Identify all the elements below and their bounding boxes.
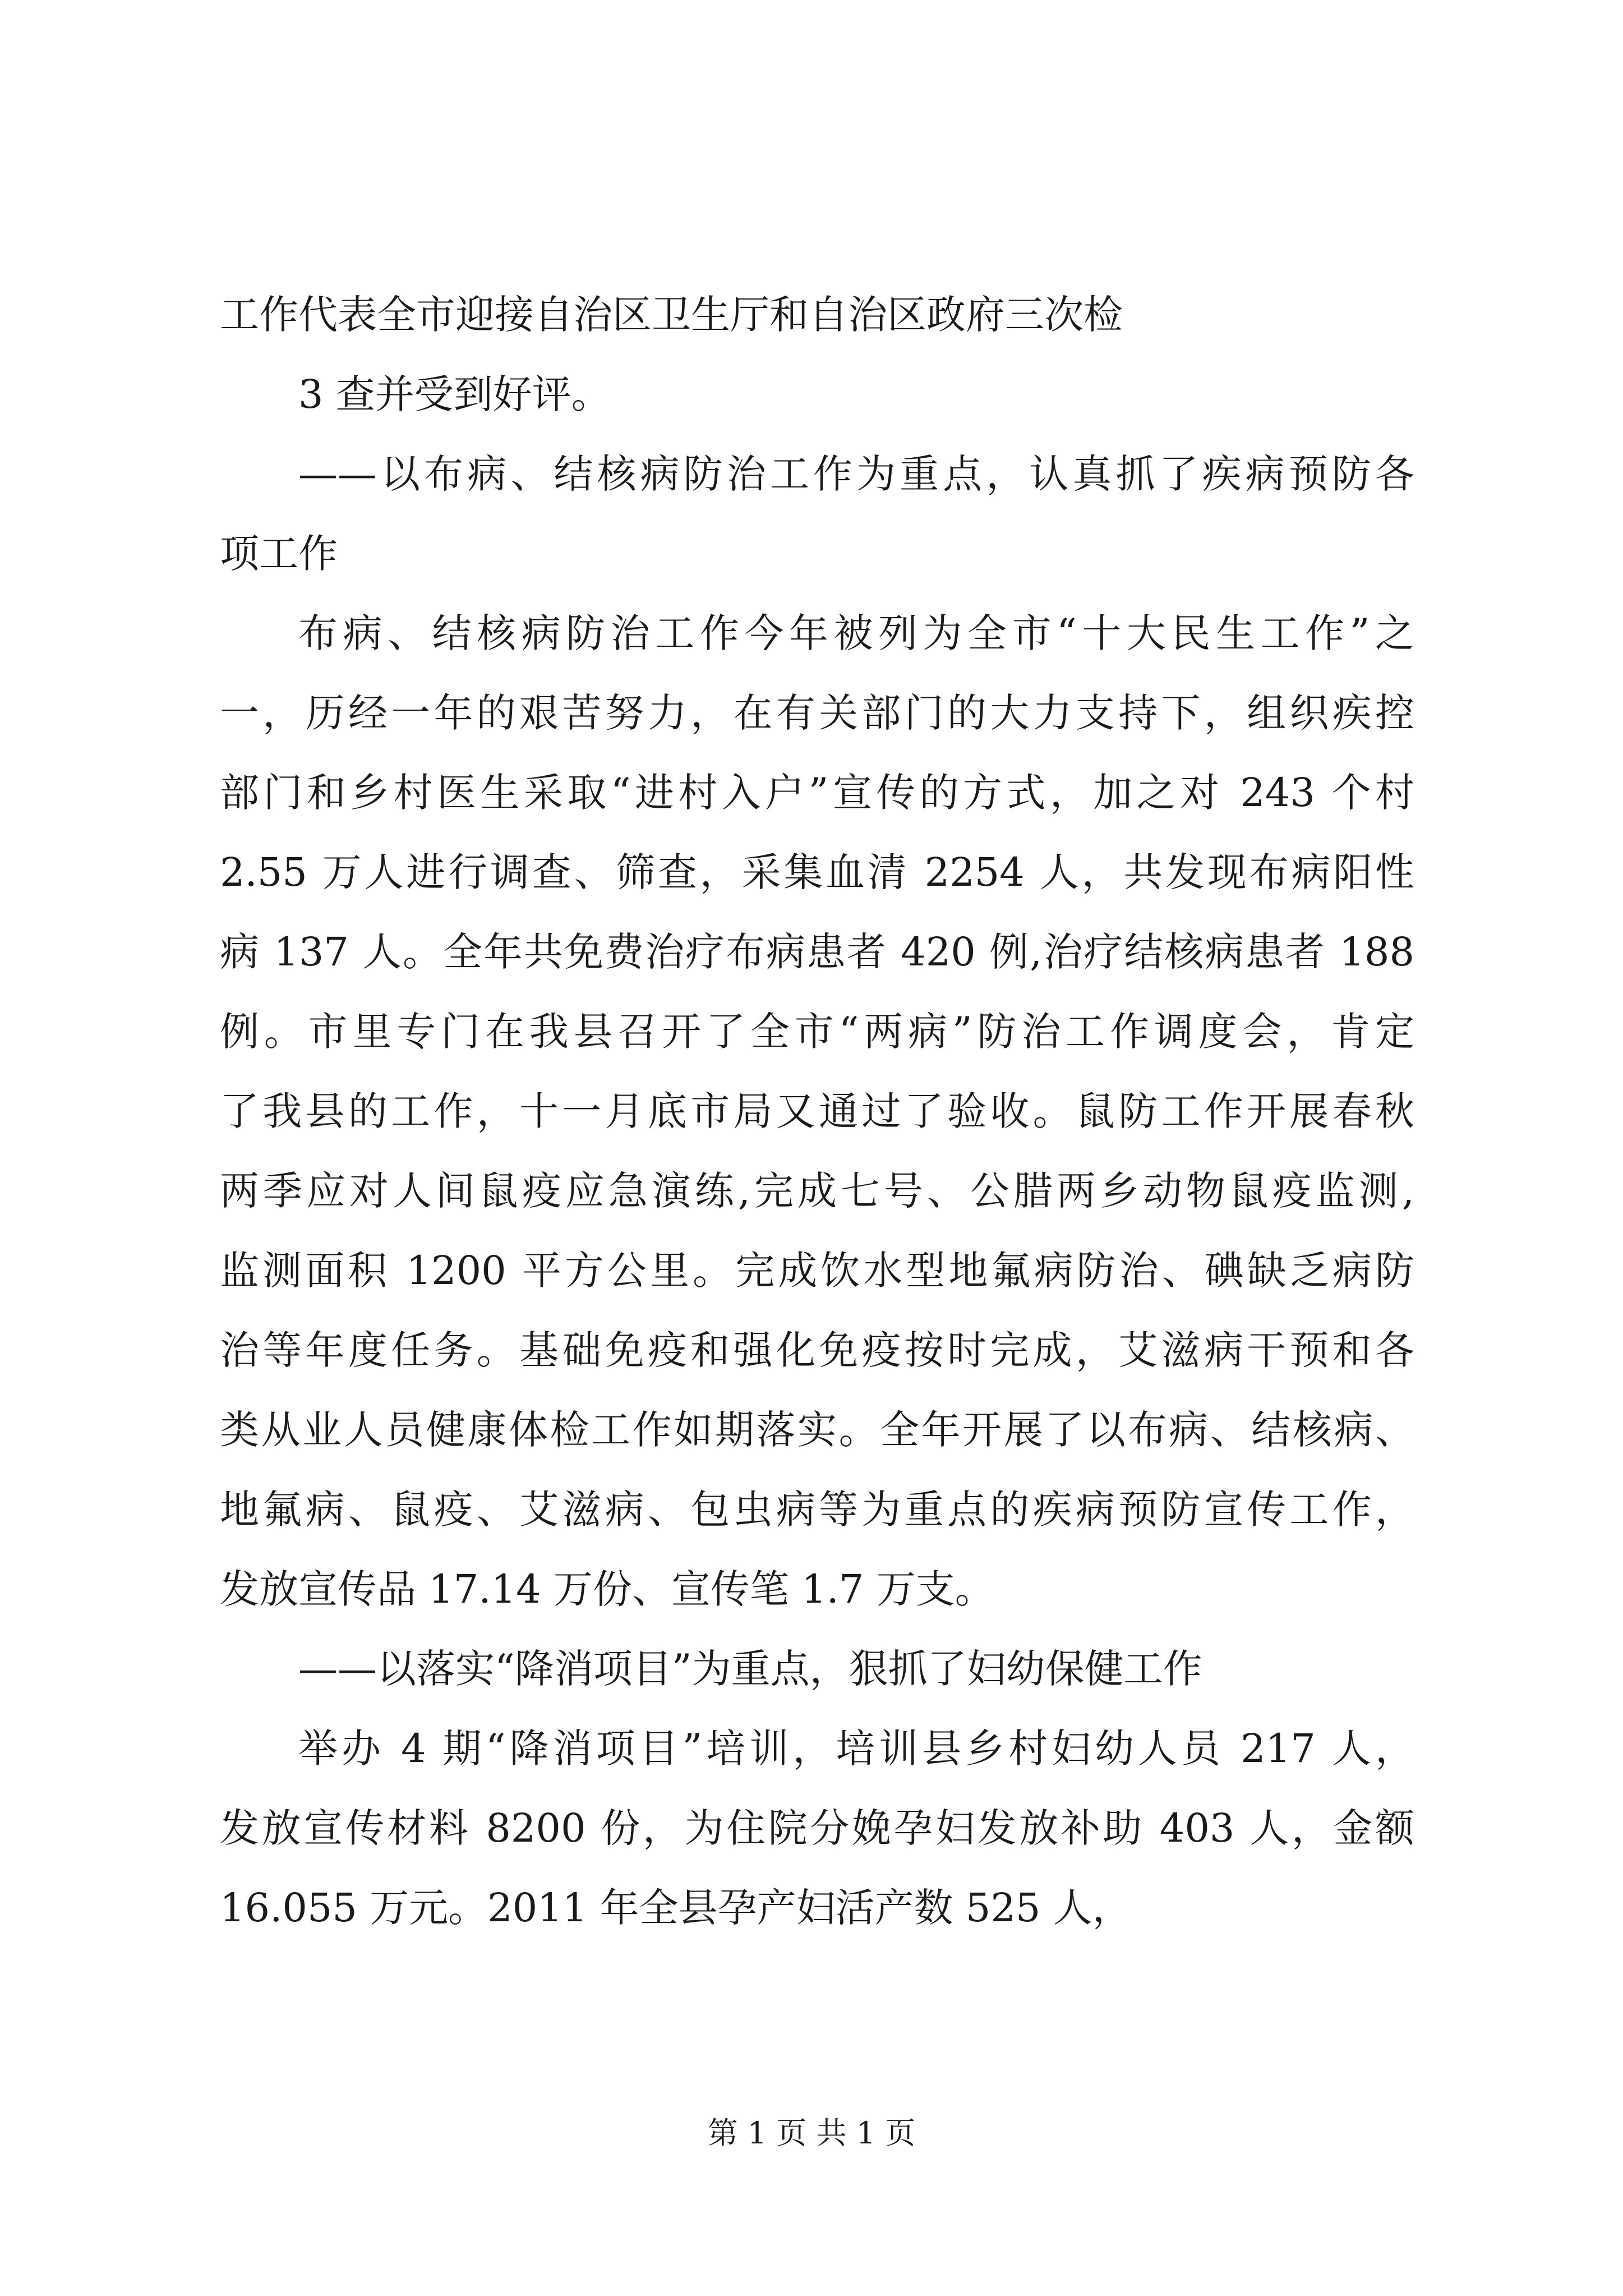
paragraph-line: 一，历经一年的艰苦努力，在有关部门的大力支持下，组织疾控 (220, 690, 1414, 736)
paragraph-line: 布病、结核病防治工作今年被列为全市“十大民生工作”之 (298, 610, 1414, 656)
paragraph-line: 16.055 万元。2011 年全县孕产妇活产数 525 人， (220, 1885, 1132, 1931)
paragraph-line: 了我县的工作，十一月底市局又通过了验收。鼠防工作开展春秋 (220, 1088, 1414, 1134)
paragraph-line: 病 137 人。全年共免费治疗布病患者 420 例,治疗结核病患者 188 (220, 929, 1414, 975)
paragraph-line: 发放宣传品 17.14 万份、宣传笔 1.7 万支。 (220, 1566, 994, 1612)
paragraph-line: 类从业人员健康体检工作如期落实。全年开展了以布病、结核病、 (220, 1407, 1414, 1453)
section-heading-continued: 项工作 (220, 531, 338, 577)
text-line: 工作代表全市迎接自治区卫生厅和自治区政府三次检 (220, 292, 1123, 338)
section-heading: ——以落实“降消项目”为重点，狠抓了妇幼保健工作 (298, 1646, 1202, 1692)
paragraph-line: 监测面积 1200 平方公里。完成饮水型地氟病防治、碘缺乏病防 (220, 1248, 1414, 1294)
paragraph-line: 发放宣传材料 8200 份，为住院分娩孕妇发放补助 403 人，金额 (220, 1805, 1414, 1851)
document-body (220, 275, 1414, 1948)
paragraph-line: 治等年度任务。基础免疫和强化免疫按时完成，艾滋病干预和各 (220, 1327, 1414, 1373)
paragraph-line: 2.55 万人进行调查、筛查，采集血清 2254 人，共发现布病阳性 (220, 849, 1414, 895)
paragraph-line: 地氟病、鼠疫、艾滋病、包虫病等为重点的疾病预防宣传工作， (220, 1487, 1414, 1533)
paragraph-line: 例。市里专门在我县召开了全市“两病”防治工作调度会，肯定 (220, 1009, 1414, 1055)
page-footer (0, 2114, 1623, 2153)
page-number: 第 1 页 共 1 页 (707, 2115, 916, 2151)
text-line: 3 查并受到好评。 (298, 371, 611, 417)
section-heading: ——以布病、结核病防治工作为重点，认真抓了疾病预防各 (298, 451, 1414, 497)
paragraph-line: 两季应对人间鼠疫应急演练,完成七号、公腊两乡动物鼠疫监测, (220, 1168, 1414, 1214)
paragraph-line: 举办 4 期“降消项目”培训，培训县乡村妇幼人员 217 人， (298, 1726, 1414, 1772)
paragraph-line: 部门和乡村医生采取“进村入户”宣传的方式，加之对 243 个村 (220, 770, 1414, 816)
